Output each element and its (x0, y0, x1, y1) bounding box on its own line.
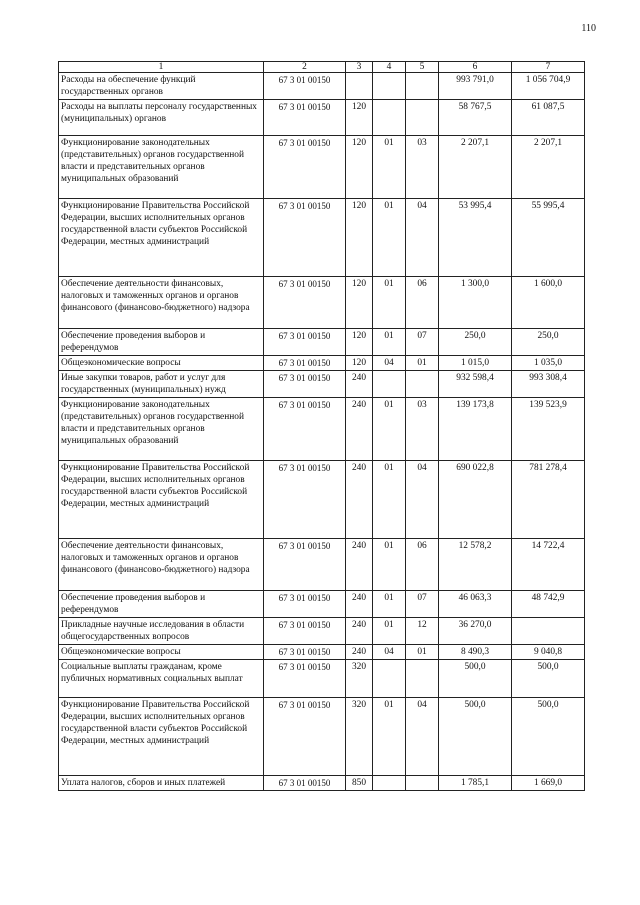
section-cell (373, 660, 406, 698)
row-name-cell: Обеспечение деятельности финансовых, налоговых и таможенных органов и органов финансового (финансово-бюджетного) надзора (59, 277, 264, 329)
table-body (59, 73, 585, 791)
code-cell: 67 3 01 00150 (264, 329, 346, 356)
value-cell: 690 022,8 (439, 461, 512, 539)
value-cell: 55 995,4 (512, 199, 585, 277)
value-cell: 58 767,5 (439, 100, 512, 136)
value-cell: 2 207,1 (512, 136, 585, 199)
subsection-cell: 06 (406, 539, 439, 591)
value-cell: 993 308,4 (512, 371, 585, 398)
code-cell: 67 3 01 00150 (264, 645, 346, 660)
table-row (59, 277, 585, 329)
header-cell: 4 (373, 62, 406, 73)
section-cell (373, 73, 406, 100)
row-name-cell: Общеэкономические вопросы (59, 645, 264, 660)
subsection-cell: 04 (406, 461, 439, 539)
expense-type-cell: 240 (346, 591, 373, 618)
expense-type-cell: 850 (346, 776, 373, 791)
section-cell: 01 (373, 591, 406, 618)
value-cell: 1 600,0 (512, 277, 585, 329)
value-cell: 1 785,1 (439, 776, 512, 791)
section-cell: 01 (373, 539, 406, 591)
section-cell: 04 (373, 356, 406, 371)
row-name-cell: Иные закупки товаров, работ и услуг для государственных (муниципальных) нужд (59, 371, 264, 398)
table-row (59, 461, 585, 539)
value-cell: 1 015,0 (439, 356, 512, 371)
section-cell (373, 100, 406, 136)
expense-type-cell: 320 (346, 660, 373, 698)
table-row (59, 591, 585, 618)
budget-table (58, 61, 585, 791)
subsection-cell (406, 100, 439, 136)
section-cell (373, 776, 406, 791)
code-cell: 67 3 01 00150 (264, 73, 346, 100)
value-cell: 500,0 (512, 698, 585, 776)
row-name-cell: Обеспечение проведения выборов и референдумов (59, 329, 264, 356)
expense-type-cell: 240 (346, 398, 373, 461)
subsection-cell (406, 73, 439, 100)
value-cell: 139 523,9 (512, 398, 585, 461)
row-name-cell: Обеспечение деятельности финансовых, налоговых и таможенных органов и органов финансового (финансово-бюджетного) надзора (59, 539, 264, 591)
expense-type-cell: 240 (346, 539, 373, 591)
expense-type-cell: 240 (346, 371, 373, 398)
section-cell: 01 (373, 398, 406, 461)
section-cell: 01 (373, 698, 406, 776)
code-cell: 67 3 01 00150 (264, 371, 346, 398)
section-cell: 01 (373, 618, 406, 645)
value-cell: 48 742,9 (512, 591, 585, 618)
subsection-cell: 04 (406, 698, 439, 776)
row-name-cell: Функционирование Правительства Российской Федерации, высших исполнительных органов государственной власти субъектов Российской Федерации, местных администраций (59, 698, 264, 776)
expense-type-cell: 120 (346, 199, 373, 277)
table-row (59, 356, 585, 371)
value-cell: 250,0 (512, 329, 585, 356)
table-row (59, 73, 585, 100)
table-row (59, 660, 585, 698)
expense-type-cell: 240 (346, 618, 373, 645)
expense-type-cell: 240 (346, 645, 373, 660)
value-cell: 9 040,8 (512, 645, 585, 660)
header-cell: 6 (439, 62, 512, 73)
code-cell: 67 3 01 00150 (264, 539, 346, 591)
subsection-cell: 03 (406, 136, 439, 199)
code-cell: 67 3 01 00150 (264, 356, 346, 371)
section-cell: 01 (373, 329, 406, 356)
expense-type-cell: 240 (346, 461, 373, 539)
value-cell: 993 791,0 (439, 73, 512, 100)
table-row (59, 776, 585, 791)
subsection-cell (406, 371, 439, 398)
code-cell: 67 3 01 00150 (264, 398, 346, 461)
table-row (59, 539, 585, 591)
expense-type-cell: 120 (346, 100, 373, 136)
code-cell: 67 3 01 00150 (264, 591, 346, 618)
page-number: 110 (581, 23, 596, 34)
table-row (59, 100, 585, 136)
expense-type-cell: 120 (346, 136, 373, 199)
subsection-cell: 03 (406, 398, 439, 461)
table-row (59, 645, 585, 660)
subsection-cell (406, 660, 439, 698)
code-cell: 67 3 01 00150 (264, 698, 346, 776)
row-name-cell: Функционирование Правительства Российской Федерации, высших исполнительных органов государственной власти субъектов Российской Федерации, местных администраций (59, 199, 264, 277)
section-cell: 01 (373, 277, 406, 329)
expense-type-cell (346, 73, 373, 100)
subsection-cell: 04 (406, 199, 439, 277)
code-cell: 67 3 01 00150 (264, 136, 346, 199)
table-row (59, 136, 585, 199)
code-cell: 67 3 01 00150 (264, 461, 346, 539)
value-cell: 46 063,3 (439, 591, 512, 618)
code-cell: 67 3 01 00150 (264, 660, 346, 698)
subsection-cell: 01 (406, 645, 439, 660)
table-row (59, 329, 585, 356)
value-cell: 2 207,1 (439, 136, 512, 199)
subsection-cell: 06 (406, 277, 439, 329)
section-cell: 01 (373, 199, 406, 277)
value-cell: 12 578,2 (439, 539, 512, 591)
value-cell: 500,0 (512, 660, 585, 698)
table-row (59, 398, 585, 461)
table-row (59, 618, 585, 645)
header-cell: 5 (406, 62, 439, 73)
section-cell: 04 (373, 645, 406, 660)
row-name-cell: Функционирование Правительства Российской Федерации, высших исполнительных органов государственной власти субъектов Российской Федерации, местных администраций (59, 461, 264, 539)
subsection-cell: 07 (406, 329, 439, 356)
section-cell: 01 (373, 136, 406, 199)
row-name-cell: Обеспечение проведения выборов и референдумов (59, 591, 264, 618)
row-name-cell: Функционирование законодательных (представительных) органов государственной власти и представительных органов муниципальных образований (59, 136, 264, 199)
section-cell (373, 371, 406, 398)
value-cell (512, 618, 585, 645)
value-cell: 1 035,0 (512, 356, 585, 371)
subsection-cell (406, 776, 439, 791)
row-name-cell: Функционирование законодательных (представительных) органов государственной власти и представительных органов муниципальных образований (59, 398, 264, 461)
value-cell: 500,0 (439, 660, 512, 698)
header-cell: 7 (512, 62, 585, 73)
value-cell: 781 278,4 (512, 461, 585, 539)
value-cell: 1 669,0 (512, 776, 585, 791)
table-row (59, 199, 585, 277)
header-cell: 2 (264, 62, 346, 73)
value-cell: 36 270,0 (439, 618, 512, 645)
value-cell: 932 598,4 (439, 371, 512, 398)
table-header-row (59, 62, 585, 73)
code-cell: 67 3 01 00150 (264, 100, 346, 136)
row-name-cell: Общеэкономические вопросы (59, 356, 264, 371)
header-cell: 3 (346, 62, 373, 73)
row-name-cell: Уплата налогов, сборов и иных платежей (59, 776, 264, 791)
value-cell: 1 300,0 (439, 277, 512, 329)
value-cell: 250,0 (439, 329, 512, 356)
expense-type-cell: 120 (346, 277, 373, 329)
section-cell: 01 (373, 461, 406, 539)
expense-type-cell: 120 (346, 356, 373, 371)
subsection-cell: 12 (406, 618, 439, 645)
value-cell: 500,0 (439, 698, 512, 776)
value-cell: 139 173,8 (439, 398, 512, 461)
expense-type-cell: 320 (346, 698, 373, 776)
row-name-cell: Прикладные научные исследования в области общегосударственных вопросов (59, 618, 264, 645)
row-name-cell: Расходы на обеспечение функций государственных органов (59, 73, 264, 100)
table-row (59, 371, 585, 398)
value-cell: 1 056 704,9 (512, 73, 585, 100)
code-cell: 67 3 01 00150 (264, 618, 346, 645)
expense-type-cell: 120 (346, 329, 373, 356)
code-cell: 67 3 01 00150 (264, 277, 346, 329)
code-cell: 67 3 01 00150 (264, 776, 346, 791)
code-cell: 67 3 01 00150 (264, 199, 346, 277)
value-cell: 53 995,4 (439, 199, 512, 277)
subsection-cell: 07 (406, 591, 439, 618)
subsection-cell: 01 (406, 356, 439, 371)
value-cell: 61 087,5 (512, 100, 585, 136)
row-name-cell: Социальные выплаты гражданам, кроме публичных нормативных социальных выплат (59, 660, 264, 698)
row-name-cell: Расходы на выплаты персоналу государственных (муниципальных) органов (59, 100, 264, 136)
value-cell: 8 490,3 (439, 645, 512, 660)
value-cell: 14 722,4 (512, 539, 585, 591)
header-cell: 1 (59, 62, 264, 73)
table-row (59, 698, 585, 776)
